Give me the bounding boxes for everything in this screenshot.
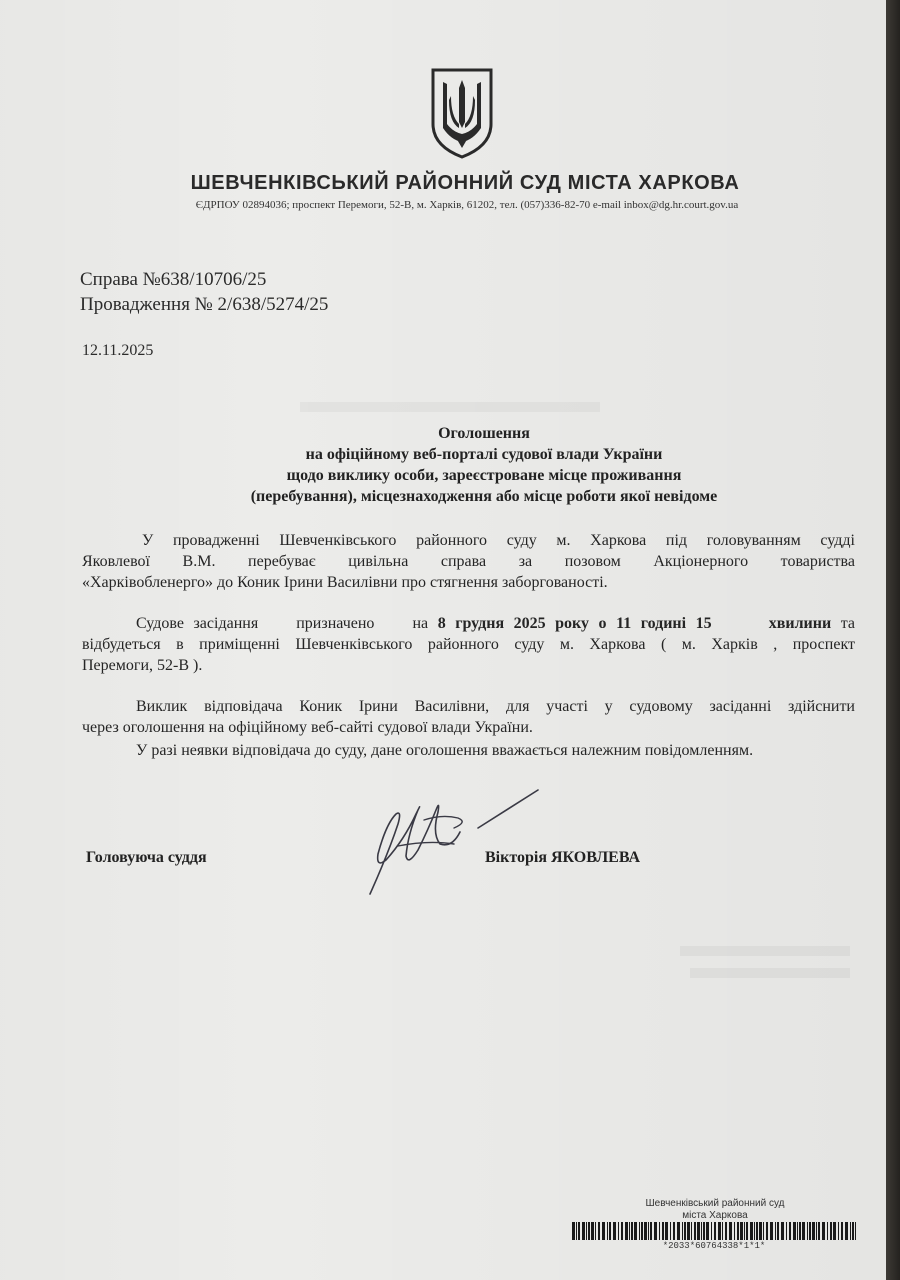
barcode-bar: [789, 1222, 791, 1240]
barcode-bar: [586, 1222, 587, 1240]
announcement-subtitle-line: щодо виклику особи, зареєстроване місце проживання: [286, 467, 682, 484]
barcode-bar: [734, 1222, 735, 1240]
barcode-bar: [682, 1222, 683, 1240]
barcode-bar: [718, 1222, 721, 1240]
barcode-bar: [763, 1222, 764, 1240]
bleed-through-text: [680, 946, 850, 956]
paragraph-line: Виклик відповідача Коник Ірини Василівни, для участі у судовому засіданні здійснити: [136, 698, 855, 715]
barcode-bar: [618, 1222, 619, 1240]
barcode-bar: [598, 1222, 600, 1240]
barcode-bar: [786, 1222, 787, 1240]
barcode-bar: [770, 1222, 773, 1240]
barcode-bar: [576, 1222, 577, 1240]
stamp-line: Шевченківський районний суд: [645, 1198, 785, 1209]
barcode-bar: [807, 1222, 808, 1240]
barcode-bar: [670, 1222, 671, 1240]
paragraph-line: відбудеться в приміщенні Шевченківського районного суду м. Харкова ( м. Харків , проспект: [82, 636, 855, 653]
barcode-bar: [737, 1222, 739, 1240]
barcode-bar: [648, 1222, 649, 1240]
paragraph-line: У провадженні Шевченківського районного суду м. Харкова під головуванням судді: [142, 532, 855, 549]
barcode-bar: [729, 1222, 732, 1240]
barcode-bar: [659, 1222, 660, 1240]
barcode-bar: [621, 1222, 623, 1240]
barcode-bar: [634, 1222, 637, 1240]
barcode-bar: [775, 1222, 776, 1240]
barcode-bar: [812, 1222, 815, 1240]
barcode-bar: [799, 1222, 801, 1240]
barcode-bar: [641, 1222, 643, 1240]
barcode-bar: [833, 1222, 836, 1240]
barcode-bar: [852, 1222, 854, 1240]
barcode-bar: [687, 1222, 690, 1240]
paragraph-line: Перемоги, 52-В ).: [82, 657, 203, 674]
barcode-bar: [722, 1222, 723, 1240]
barcode-bar: [684, 1222, 686, 1240]
hearing-datetime: 8 грудня 2025 року о 11 годині 15 хвилини: [437, 615, 832, 632]
barcode-bar: [793, 1222, 796, 1240]
bleed-through-text: [690, 968, 850, 978]
barcode-bar: [588, 1222, 590, 1240]
paragraph-notice: [82, 740, 855, 761]
barcode-bar: [654, 1222, 657, 1240]
barcode-bar: [602, 1222, 605, 1240]
barcode-bar: [802, 1222, 805, 1240]
stamp-line: міста Харкова: [682, 1210, 748, 1221]
barcode-bar: [855, 1222, 856, 1240]
barcode-bar: [777, 1222, 779, 1240]
barcode-bar: [673, 1222, 675, 1240]
barcode-bar: [714, 1222, 716, 1240]
signatory-role: Головуюча суддя: [86, 849, 207, 866]
barcode-bar: [644, 1222, 647, 1240]
hearing-intro: Судове засідання призначено на: [136, 615, 429, 632]
barcode-bar: [797, 1222, 798, 1240]
barcode-bar: [725, 1222, 727, 1240]
barcode-bar: [845, 1222, 848, 1240]
barcode-bar: [809, 1222, 811, 1240]
barcode-bar: [841, 1222, 843, 1240]
barcode-bar: [629, 1222, 630, 1240]
announcement-title: Оголошення: [438, 425, 530, 442]
court-contacts: ЄДРПОУ 02894036; проспект Перемоги, 52-В, м. Харків, 61202, тел. (057)336-82-70 e-mail inbox@dg.hr.court.gov.ua: [195, 199, 739, 211]
court-stamp: [570, 1198, 860, 1222]
barcode-bar: [750, 1222, 753, 1240]
paragraph-line: У разі неявки відповідача до суду, дане оголошення вважається належним повідомленням.: [136, 742, 754, 759]
barcode-bar: [650, 1222, 652, 1240]
barcode-bar: [677, 1222, 680, 1240]
barcode-bar: [703, 1222, 705, 1240]
paragraph-line: «Харківобленерго» до Коник Ірини Василівни про стягнення заборгованості.: [82, 574, 608, 591]
paragraph-line: через оголошення на офіційному веб-сайті судової влади України.: [82, 719, 533, 736]
paragraph-hearing: [82, 613, 855, 676]
barcode-bar: [781, 1222, 784, 1240]
paragraph-proceeding: [82, 530, 855, 593]
court-name: ШЕВЧЕНКІВСЬКИЙ РАЙОННИЙ СУД МІСТА ХАРКОВА: [190, 172, 740, 194]
case-number: Справа №638/10706/25: [80, 269, 267, 290]
barcode-bar: [625, 1222, 628, 1240]
paragraph-summons: [82, 696, 855, 738]
barcode-bar: [578, 1222, 580, 1240]
barcode-bar: [691, 1222, 692, 1240]
coat-of-arms-icon: [429, 66, 495, 160]
barcode-bar: [665, 1222, 668, 1240]
hearing-tail: та: [840, 615, 856, 632]
barcode-bar: [744, 1222, 745, 1240]
barcode-bar: [694, 1222, 696, 1240]
barcode-bar: [754, 1222, 755, 1240]
paragraph-line: Яковлевої В.М. перебуває цивільна справа за позовом Акціонерного товариства: [82, 553, 855, 570]
barcode-bar: [766, 1222, 768, 1240]
barcode-bar: [701, 1222, 702, 1240]
barcode-bar: [711, 1222, 712, 1240]
barcode-bar: [591, 1222, 594, 1240]
barcode-bar: [639, 1222, 640, 1240]
barcode-bar: [631, 1222, 633, 1240]
barcode-bar: [756, 1222, 758, 1240]
barcode-bar: [572, 1222, 575, 1240]
barcode-bar: [697, 1222, 700, 1240]
paragraph-line: [82, 613, 855, 634]
barcode: [572, 1222, 856, 1240]
barcode-bar: [595, 1222, 596, 1240]
barcode-bar: [827, 1222, 828, 1240]
barcode-bar: [746, 1222, 748, 1240]
handwritten-signature: [358, 784, 548, 904]
barcode-bar: [662, 1222, 664, 1240]
barcode-bar: [759, 1222, 762, 1240]
barcode-number: *2033*60764338*1*1*: [662, 1241, 766, 1251]
barcode-bar: [850, 1222, 851, 1240]
barcode-bar: [582, 1222, 585, 1240]
photo-background-edge: [886, 0, 900, 1280]
signatory-name: Вікторія ЯКОВЛЕВА: [485, 849, 641, 866]
barcode-bar: [607, 1222, 608, 1240]
barcode-bar: [830, 1222, 832, 1240]
barcode-bar: [816, 1222, 817, 1240]
bleed-through-text: [300, 402, 600, 412]
barcode-bar: [740, 1222, 743, 1240]
barcode-bar: [818, 1222, 820, 1240]
barcode-bar: [706, 1222, 709, 1240]
barcode-bar: [609, 1222, 611, 1240]
document-date: 12.11.2025: [82, 342, 154, 359]
barcode-bar: [838, 1222, 839, 1240]
barcode-bar: [822, 1222, 825, 1240]
announcement-subtitle-line: на офіційному веб-порталі судової влади України: [305, 446, 663, 463]
proceeding-number: Провадження № 2/638/5274/25: [80, 294, 329, 315]
barcode-bar: [613, 1222, 616, 1240]
announcement-subtitle-line: (перебування), місцезнаходження або місце роботи якої невідоме: [250, 488, 718, 505]
